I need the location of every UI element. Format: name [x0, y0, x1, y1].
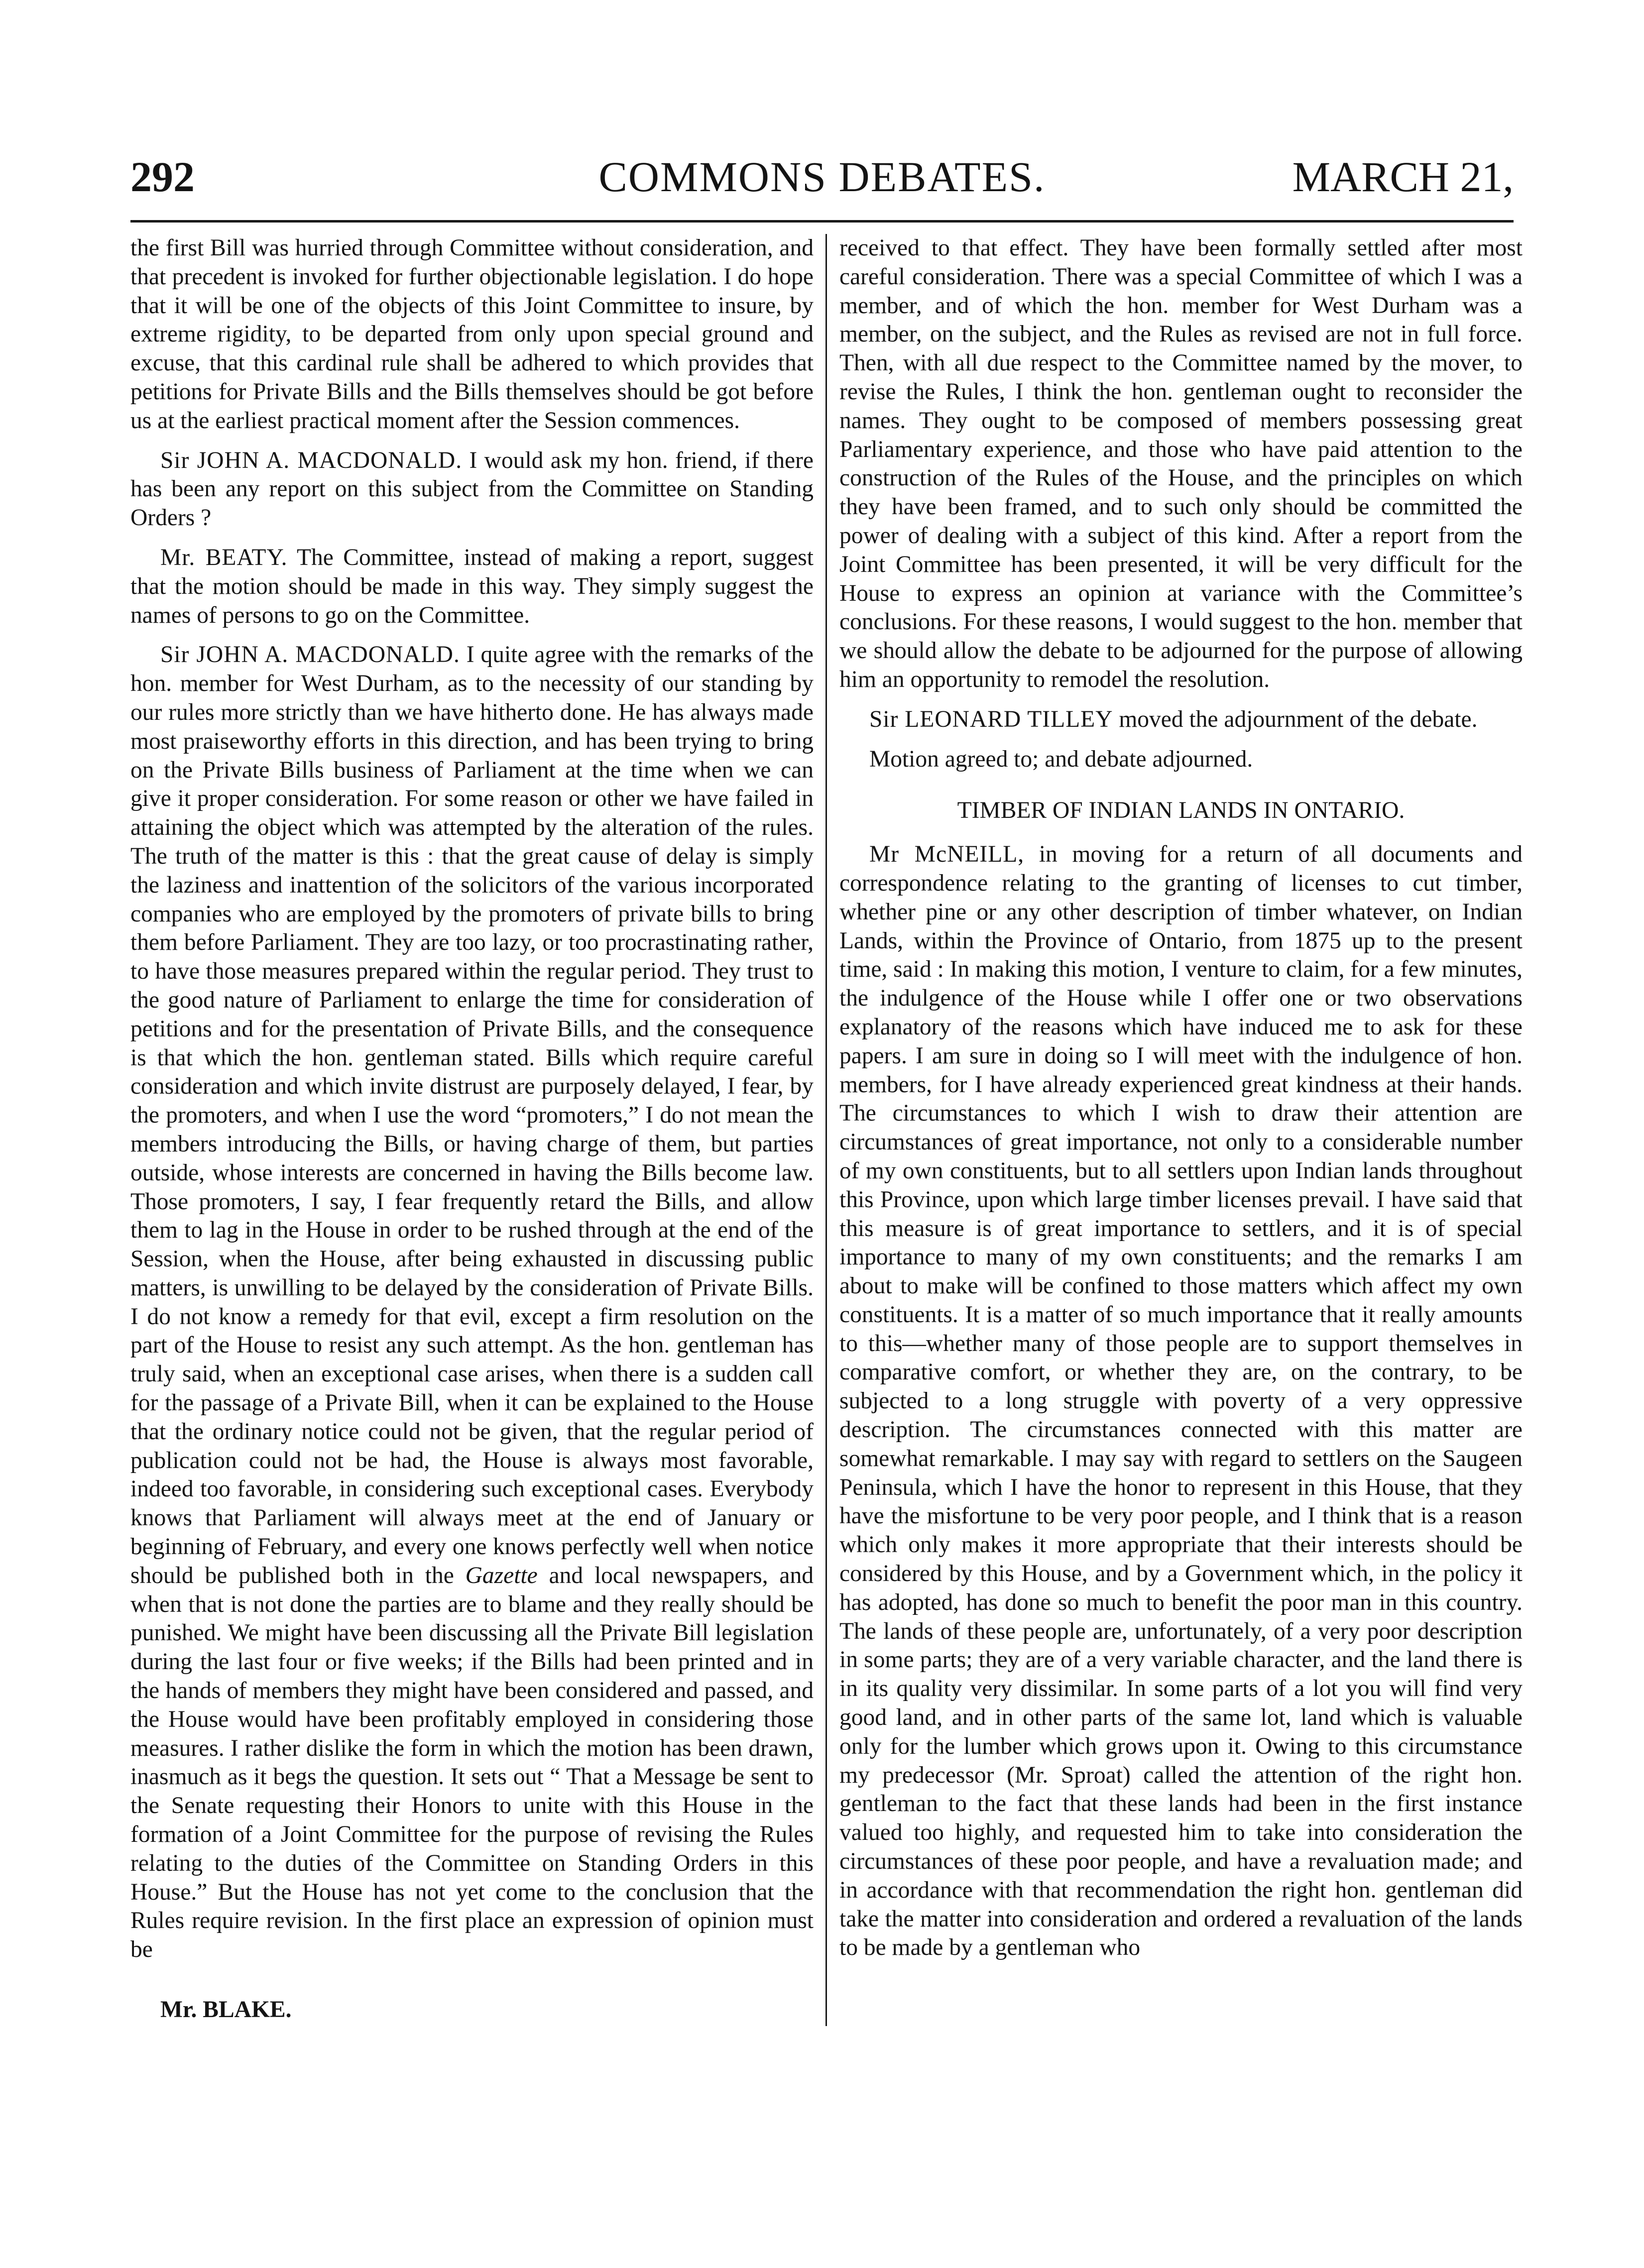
right-column	[839, 234, 1523, 1962]
paragraph	[130, 447, 814, 533]
speaker-name: Sir JOHN A. MACDONALD.	[160, 447, 463, 473]
speech-text: in moving for a return of all documents and correspondence relating to the granting of licenses to cut timber, whether pine or any other description of timber whatever, on Indian Lands, within the Province of Ontario, from 1875 up to the present time, said : In making this motion, I venture to claim, for a few minutes, the indulgence of the House while I offer one or two observations explanatory of the reasons which have induced me to ask for these papers. I am sure in doing so I will meet with the indulgence of hon. members, for I have already experienced great kindness at their hands. The circumstances to which I wish to draw their attention are circumstances of great importance, not only to a considerable number of my own constituents, but to all settlers upon Indian lands throughout this Province, upon which large timber licenses prevail. I have said that this measure is of great importance to settlers, and it is of special importance to many of my own constituents; and the remarks I am about to make will be confined to those matters which affect my own constituents. It is a matter of so much importance that it really amounts to this—whether many of those people are to support themselves in comparative comfort, or whether they are, on the contrary, to be subjected to a long struggle with poverty of a very oppressive description. The circumstances connected with this matter are somewhat remarkable. I may say with regard to settlers on the Saugeen Peninsula, which I have the honor to represent in this House, that they have the misfortune to be very poor people, and I think that is a reason which only makes it more appropriate that their interests should be considered by this House, and by a Government which, in the policy it has adopted, has done so much to benefit the poor man in this country. The lands of these people are, unfortunately, of a very poor description in some parts; they are of a very variable character, and the land there is in its quality very dissimilar. In some parts of a lot you will find very good land, and in other parts of the same lot, land which is valuable only for the lumber which grows upon it. Owing to this circumstance my predecessor (Mr. Sproat) called the attention of the right hon. gentleman to the fact that these lands had been in the first instance valued too highly, and requested him to take into consideration the circumstances of these poor people, and have a revaluation made; and in accordance with that recommendation the right hon. gentleman did take the matter into consideration and ordered a revaluation of the lands to be made by a gentleman who	[839, 841, 1523, 1961]
gazette-italic: Gazette	[465, 1562, 538, 1588]
paragraph	[839, 705, 1523, 734]
paragraph: the first Bill was hurried through Committee without consideration, and that precedent is invoked for further objectionable legislation. I do hope that it will be one of the objects of this Joint Committee to insure, by extreme rigidity, to be departed from only upon special ground and excuse, that this cardinal rule shall be adhered to which provides that petitions for Private Bills and the Bills themselves should be got before us at the earliest practical moment after the Session commences.	[130, 235, 814, 434]
paragraph	[130, 544, 814, 630]
speaker-name: Mr McNEILL,	[869, 841, 1025, 868]
speaker-name: Mr. BEATY.	[160, 544, 288, 570]
speech-text: moved the adjournment of the debate.	[1119, 706, 1478, 732]
header-rule	[130, 220, 1514, 223]
left-column	[130, 234, 814, 1964]
speech-text: The Committee, instead of making a report, suggest that the motion should be made in this way. They simply suggest the names of persons to go on the Committee.	[130, 544, 814, 628]
header-date: MARCH 21,	[1292, 153, 1514, 201]
catchword: Mr. BLAKE.	[160, 1997, 292, 2023]
section-heading: TIMBER OF INDIAN LANDS IN ONTARIO.	[957, 797, 1405, 824]
speech-text: and local newspapers, and when that is not done the parties are to blame and they really should be punished. We might have been discussing all the Private Bill legislation during the last four or five weeks; if the Bills had been printed and in the hands of members they might have been considered and passed, and the House would have been profitably employed in considering those measures. I rather dislike the form in which the motion has been drawn, inasmuch as it begs the question. It sets out “ That a Message be sent to the Senate requesting their Honors to unite with this House in the formation of a Joint Committee for the purpose of revising the Rules relating to the duties of the Committee on Standing Orders in this House.” But the House has not yet come to the conclusion that the Rules require revision. In the first place an expression of opinion must be	[130, 1562, 814, 1963]
page-header	[130, 149, 1514, 204]
speech-text: I quite agree with the remarks of the hon. member for West Durham, as to the necessity of our standing by our rules more strictly than we have hitherto done. He has always made most praiseworthy efforts in this direction, and has been trying to bring on the Private Bills business of Parliament at the time when we can give it proper consideration. For some reason or other we have failed in attaining the object which was attempted by the alteration of the rules. The truth of the matter is this : that the great cause of delay is simply the laziness and inattention of the solicitors of the various incorporated companies who are employed by the promoters of private bills to bring them before Parliament. They are too lazy, or too procrastinating rather, to have those measures prepared within the regular period. They trust to the good nature of Parliament to enlarge the time for consideration of petitions and for the presentation of Private Bills, and the consequence is that which the hon. gentleman stated. Bills which require careful consideration and which invite distrust are purposely delayed, I fear, by the promoters, and when I use the word “promoters,” I do not mean the members introducing the Bills, or having charge of them, but parties outside, whose interests are concerned in having the Bills become law. Those promoters, I say, I fear frequently retard the Bills, and allow them to lag in the House in order to be rushed through at the end of the Session, when the House, after being exhausted in discussing public matters, is unwilling to be delayed by the consideration of Private Bills. I do not know a remedy for that evil, except a firm resolution on the part of the House to resist any such attempt. As the hon. gentleman has truly said, when an exceptional case arises, when there is a sudden call for the passage of a Private Bill, when it can be explained to the House that the ordinary notice could not be given, that the regular period of publication could not be had, the House is always most favorable, indeed too favorable, in considering such exceptional cases. Everybody knows that Parliament will always meet at the end of January or beginning of February, and every one knows perfectly well when notice should be published both in the	[130, 642, 814, 1588]
speech-text: I would ask my hon. friend, if there has been any report on this subject from the Committee on Standing Orders ?	[130, 447, 814, 531]
running-title: COMMONS DEBATES.	[598, 153, 1046, 201]
speaker-name: Sir LEONARD TILLEY	[869, 706, 1113, 732]
paragraph: received to that effect. They have been formally settled after most careful consideration. There was a special Committee of which I was a member, and of which the hon. member for West Durham was a member, on the subject, and the Rules as revised are not in full force. Then, with all due respect to the Committee named by the mover, to revise the Rules, I think the hon. gentleman ought to reconsider the names. They ought to be composed of members possessing great Parliamentary experience, and those who have paid attention to the construction of the Rules of the House, and the principles on which they have been framed, and to such only should be committed the power of dealing with a subject of this kind. After a report from the Joint Committee has been presented, it will be very difficult for the House to express an opinion at variance with the Committee’s conclusions. For these reasons, I would suggest to the hon. member that we should allow the debate to be adjourned for the purpose of allowing him an opportunity to remodel the resolution.	[839, 235, 1523, 692]
paragraph	[839, 840, 1523, 1962]
page-number: 292	[130, 153, 195, 201]
paragraph: Motion agreed to; and debate adjourned.	[869, 746, 1253, 772]
speaker-name: Sir JOHN A. MACDONALD.	[160, 642, 460, 668]
paragraph	[130, 641, 814, 1964]
column-separator	[825, 234, 827, 2026]
